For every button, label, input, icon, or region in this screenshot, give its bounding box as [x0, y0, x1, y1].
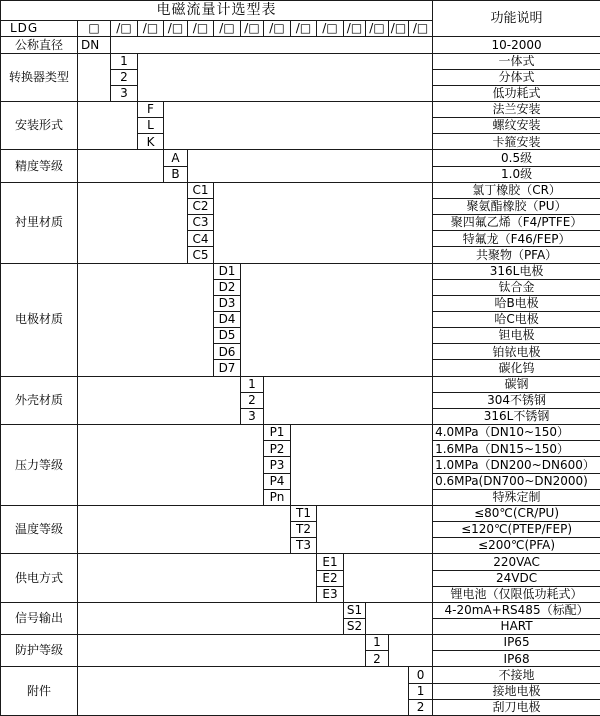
- code-cell: C4: [188, 231, 214, 247]
- category-label-lining: 衬里材质: [1, 182, 78, 263]
- spacer-cell: [78, 150, 164, 182]
- code-cell: T3: [291, 538, 317, 554]
- model-slot: /□: [409, 21, 433, 37]
- code-cell: T1: [291, 505, 317, 521]
- category-label-signal: 信号输出: [1, 602, 78, 634]
- function-cell: 钛合金: [433, 279, 600, 295]
- category-label-installation: 安装形式: [1, 101, 78, 149]
- category-label-accuracy: 精度等级: [1, 150, 78, 182]
- code-cell: 1: [366, 635, 389, 651]
- model-slot: /□: [264, 21, 291, 37]
- spacer-cell: [78, 635, 366, 667]
- spacer-cell: [78, 182, 188, 263]
- code-cell: C5: [188, 247, 214, 263]
- model-slot: /□: [214, 21, 241, 37]
- function-cell: 1.6MPa（DN15~150）: [433, 441, 600, 457]
- model-slot: /□: [389, 21, 409, 37]
- spacer-cell: [78, 53, 111, 101]
- spacer-cell: [214, 182, 433, 263]
- function-cell: 哈C电极: [433, 312, 600, 328]
- code-cell: T2: [291, 522, 317, 538]
- function-cell: 法兰安装: [433, 101, 600, 117]
- function-cell: 220VAC: [433, 554, 600, 570]
- function-cell: 锂电池（仅限低功耗式）: [433, 586, 600, 602]
- model-slot: /□: [164, 21, 188, 37]
- code-cell: S2: [344, 618, 366, 634]
- model-slot: /□: [291, 21, 317, 37]
- code-cell: 1: [409, 683, 433, 699]
- function-cell: 接地电极: [433, 683, 600, 699]
- code-cell: E1: [317, 554, 344, 570]
- spacer-cell: [78, 505, 291, 553]
- function-cell: 聚四氟乙烯（F4/PTFE）: [433, 215, 600, 231]
- function-cell: 刮刀电极: [433, 699, 600, 715]
- function-cell: 304不锈钢: [433, 392, 600, 408]
- function-cell: ≤200℃(PFA): [433, 538, 600, 554]
- code-cell: E3: [317, 586, 344, 602]
- code-cell: D5: [214, 328, 241, 344]
- function-cell: HART: [433, 618, 600, 634]
- spacer-cell: [389, 635, 433, 667]
- code-cell: D1: [214, 263, 241, 279]
- function-cell: 一体式: [433, 53, 600, 69]
- spacer-cell: [138, 53, 433, 101]
- category-label-converter-type: 转换器类型: [1, 53, 78, 101]
- code-cell: 3: [111, 85, 138, 101]
- code-cell: D4: [214, 312, 241, 328]
- code-cell: 3: [241, 408, 264, 424]
- function-cell: 4.0MPa（DN10~150）: [433, 425, 600, 441]
- code-cell: 2: [366, 651, 389, 667]
- code-cell: P2: [264, 441, 291, 457]
- code-cell: C1: [188, 182, 214, 198]
- spacer-cell: [291, 425, 433, 506]
- code-cell: 0: [409, 667, 433, 683]
- spacer-cell: [78, 425, 264, 506]
- code-cell: D3: [214, 295, 241, 311]
- spacer-cell: [241, 263, 433, 376]
- function-cell: 1.0级: [433, 166, 600, 182]
- model-slot: /□: [317, 21, 344, 37]
- code-cell: A: [164, 150, 188, 166]
- model-slot: /□: [344, 21, 366, 37]
- spacer-cell: [264, 376, 433, 424]
- category-label-protection: 防护等级: [1, 635, 78, 667]
- function-column-header: 功能说明: [433, 1, 600, 37]
- function-cell: 碳钢: [433, 376, 600, 392]
- function-cell: ≤80℃(CR/PU): [433, 505, 600, 521]
- code-cell: B: [164, 166, 188, 182]
- code-cell: F: [138, 101, 164, 117]
- model-slot: /□: [366, 21, 389, 37]
- function-cell: 4-20mA+RS485（标配）: [433, 602, 600, 618]
- model-slot: /□: [188, 21, 214, 37]
- code-cell: E2: [317, 570, 344, 586]
- function-cell: 卡箍安装: [433, 134, 600, 150]
- model-box: □: [78, 21, 111, 37]
- function-cell: 特殊定制: [433, 489, 600, 505]
- spacer-cell: [111, 37, 433, 53]
- function-cell: 聚氨酯橡胶（PU）: [433, 198, 600, 214]
- function-cell: 低功耗式: [433, 85, 600, 101]
- function-cell: 共聚物（PFA）: [433, 247, 600, 263]
- code-cell: K: [138, 134, 164, 150]
- code-cell: L: [138, 118, 164, 134]
- spacer-cell: [366, 602, 433, 634]
- code-cell: P1: [264, 425, 291, 441]
- model-slot: /□: [111, 21, 138, 37]
- category-label-diameter: 公称直径: [1, 37, 78, 53]
- function-cell: 特氟龙（F46/FEP）: [433, 231, 600, 247]
- code-cell: D2: [214, 279, 241, 295]
- function-cell: 不接地: [433, 667, 600, 683]
- spacer-cell: [164, 101, 433, 149]
- spacer-cell: [317, 505, 433, 553]
- function-cell: 24VDC: [433, 570, 600, 586]
- function-cell: 0.6MPa(DN700~DN2000): [433, 473, 600, 489]
- code-cell: Pn: [264, 489, 291, 505]
- spacer-cell: [344, 554, 433, 602]
- function-cell: 0.5级: [433, 150, 600, 166]
- code-cell: 2: [241, 392, 264, 408]
- code-cell: D7: [214, 360, 241, 376]
- function-cell: 氯丁橡胶（CR）: [433, 182, 600, 198]
- category-label-power: 供电方式: [1, 554, 78, 602]
- spacer-cell: [188, 150, 433, 182]
- code-cell: D6: [214, 344, 241, 360]
- code-cell: 2: [111, 69, 138, 85]
- function-cell: IP68: [433, 651, 600, 667]
- code-cell: DN: [78, 37, 111, 53]
- model-prefix: LDG: [1, 21, 78, 37]
- category-label-pressure: 压力等级: [1, 425, 78, 506]
- function-cell: 碳化钨: [433, 360, 600, 376]
- function-cell: 10-2000: [433, 37, 600, 53]
- code-cell: P4: [264, 473, 291, 489]
- table-title: 电磁流量计选型表: [1, 1, 433, 21]
- function-cell: 1.0MPa（DN200~DN600）: [433, 457, 600, 473]
- function-cell: 分体式: [433, 69, 600, 85]
- code-cell: 1: [111, 53, 138, 69]
- code-cell: 2: [409, 699, 433, 715]
- category-label-temperature: 温度等级: [1, 505, 78, 553]
- category-label-electrode: 电极材质: [1, 263, 78, 376]
- code-cell: 1: [241, 376, 264, 392]
- spacer-cell: [78, 554, 317, 602]
- model-slot: /□: [241, 21, 264, 37]
- function-cell: 316L不锈钢: [433, 408, 600, 424]
- function-cell: 哈B电极: [433, 295, 600, 311]
- function-cell: IP65: [433, 635, 600, 651]
- category-label-accessory: 附件: [1, 667, 78, 716]
- spacer-cell: [78, 667, 409, 716]
- spacer-cell: [78, 602, 344, 634]
- code-cell: C2: [188, 198, 214, 214]
- function-cell: 铂铱电极: [433, 344, 600, 360]
- code-cell: S1: [344, 602, 366, 618]
- function-cell: 螺纹安装: [433, 118, 600, 134]
- function-cell: 316L电极: [433, 263, 600, 279]
- spacer-cell: [78, 263, 214, 376]
- category-label-housing: 外壳材质: [1, 376, 78, 424]
- function-cell: ≤120℃(PTEP/FEP): [433, 522, 600, 538]
- function-cell: 钽电极: [433, 328, 600, 344]
- spacer-cell: [78, 101, 138, 149]
- model-slot: /□: [138, 21, 164, 37]
- code-cell: C3: [188, 215, 214, 231]
- spacer-cell: [78, 376, 241, 424]
- code-cell: P3: [264, 457, 291, 473]
